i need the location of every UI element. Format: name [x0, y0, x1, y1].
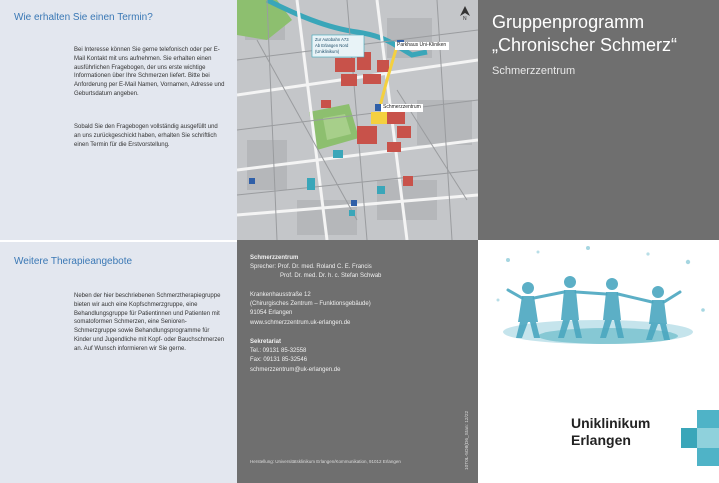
cover-title-line-1: Gruppenprogramm — [492, 12, 645, 32]
brand-name-line-1: Uniklinikum — [571, 415, 651, 431]
info-panel-left — [0, 0, 237, 483]
map-contact-panel — [237, 0, 478, 483]
contact-heading: Schmerzzentrum — [250, 255, 299, 261]
address-line-3: 91054 Erlangen — [250, 310, 293, 316]
cover-panel — [478, 0, 719, 483]
secretariat-heading: Sekretariat — [250, 339, 282, 345]
brand-area — [478, 352, 719, 483]
print-code: 10T0L-5O8(D6_Stan: 12/22 — [465, 410, 470, 470]
email-link[interactable]: schmerzzentrum@uk-erlangen.de — [250, 367, 341, 373]
north-arrow-icon: N — [463, 16, 467, 22]
therapies-paragraph: Neben der hier beschriebenen Schmerztherapiegruppe bieten wir auch eine Kopfschmerzgruppe, eine Behandlungsgruppe für Patientinnen und Patienten mit somatoformen Schmerzen, eine Senioren-Schmerzgruppe sowie Behandlungsprogramme für Kinder und Jugendliche mit Kopf- oder Bauchschmerzen an. Auf Wunsch informieren wir Sie gerne. — [74, 293, 225, 352]
speaker-line-2: Prof. Dr. med. Dr. h. c. Stefan Schwab — [280, 273, 382, 279]
section-title-appointment: Wie erhalten Sie einen Termin? — [14, 12, 153, 23]
address-line-1: Krankenhausstraße 12 — [250, 292, 311, 298]
center-map-label: Schmerzzentrum — [383, 104, 421, 110]
production-footer: Herstellung: Universitätsklinikum Erlangen/Kommunikation, 91012 Erlangen — [250, 459, 401, 464]
section-title-therapies: Weitere Therapieangebote — [14, 256, 133, 267]
appointment-paragraph-2: Sobald Sie den Fragebogen vollständig ausgefüllt und an uns zurückgeschickt haben, erhalten Sie schriftlich einen Termin für die Erstvorstellung. — [74, 124, 218, 148]
parking-map-label: Parkhaus Uni-Kliniken — [397, 42, 447, 48]
road-map-label: Zur Autobahn A73 Ab Erlangen Nord (Uniklinikum) — [315, 37, 349, 54]
phone-number: Tel.: 09131 85-32558 — [250, 348, 307, 354]
speaker-line-1: Sprecher: Prof. Dr. med. Roland C. E. Francis — [250, 264, 372, 270]
contact-info — [237, 240, 478, 483]
brand-name-line-2: Erlangen — [571, 432, 631, 448]
fax-number: Fax: 09131 85-32546 — [250, 357, 308, 363]
website-link[interactable]: www.schmerzzentrum.uk-erlangen.de — [250, 320, 351, 326]
appointment-paragraph-1: Bei Interesse können Sie gerne telefonisch oder per E-Mail Kontakt mit uns aufnehmen. Sie erhalten einen ausführlichen Fragebogen, der uns erste wichtige Informationen über Ihre Schmerzen liefert. Bitte bei Anforderung per E-Mail Namen, Vornamen, Adresse und Geburtsdatum angeben. — [74, 47, 225, 97]
cover-header — [478, 0, 719, 240]
uniklinikum-logo-icon — [681, 410, 719, 466]
panel-divider — [0, 240, 237, 242]
cover-subtitle: Schmerzzentrum — [492, 65, 576, 77]
location-map — [237, 0, 478, 240]
cover-title — [492, 11, 677, 57]
address-line-2: (Chirurgisches Zentrum – Funktionsgebäude) — [250, 301, 371, 307]
watercolor-figures-image — [478, 240, 719, 352]
cover-title-line-2: „Chronischer Schmerz“ — [492, 35, 678, 55]
